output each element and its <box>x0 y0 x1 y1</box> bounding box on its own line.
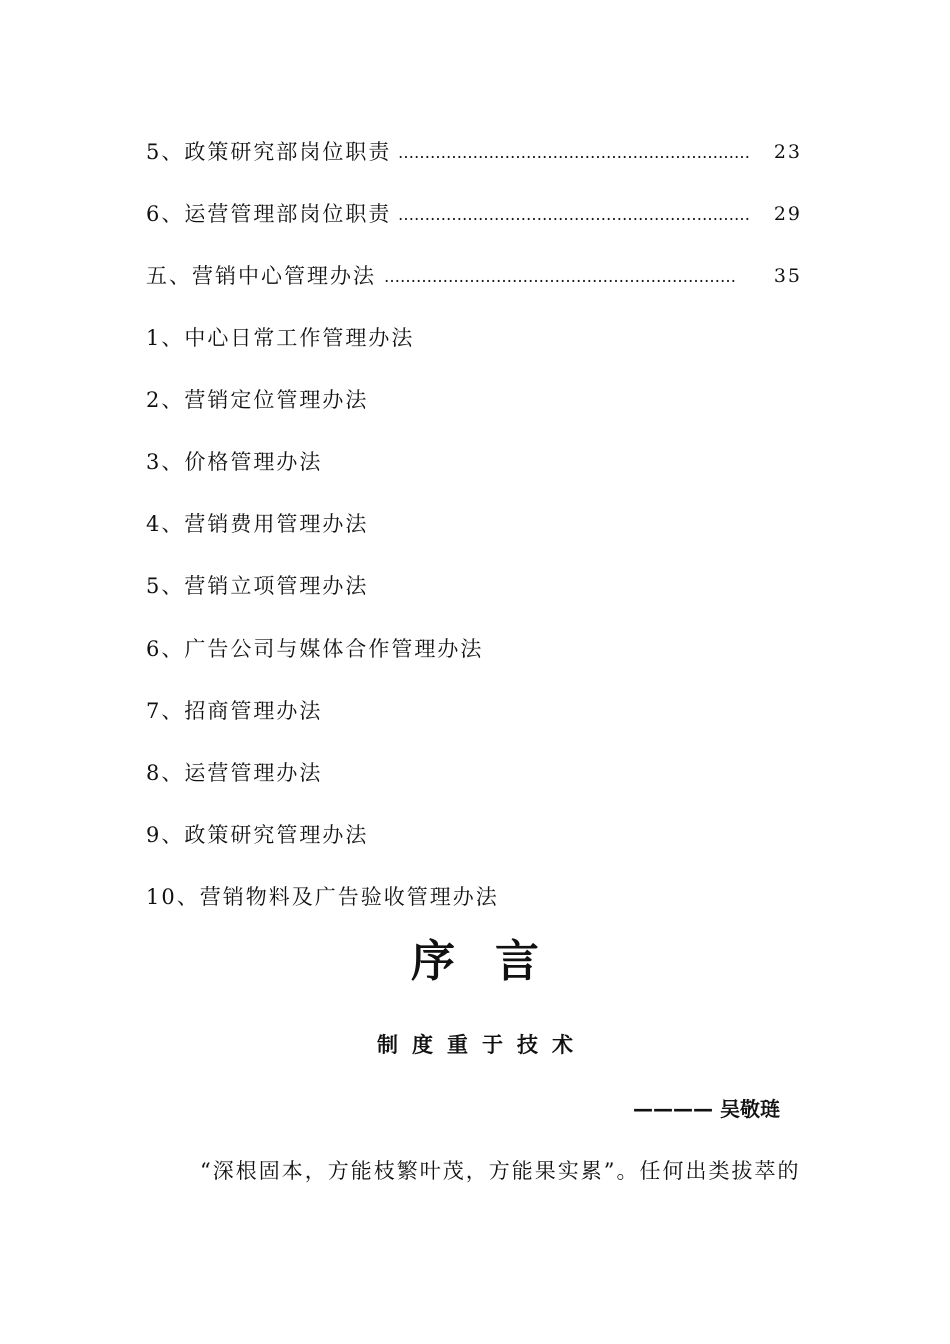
toc-entry-title: 8、运营管理办法 <box>146 761 323 785</box>
toc-entry-title: 6、广告公司与媒体合作管理办法 <box>146 637 484 661</box>
toc-entry <box>146 882 806 912</box>
toc-entry-title: 5、营销立项管理办法 <box>146 574 369 598</box>
toc-leader-dots: ………………………………………………………… <box>398 143 750 162</box>
author-attribution: ———— 吴敬琏 <box>633 1097 780 1121</box>
body-paragraph: “深根固本，方能枝繁叶茂，方能果实累”。任何出类拔萃的 <box>200 1159 801 1183</box>
toc-entry <box>146 199 806 229</box>
toc-entry-title: 4、营销费用管理办法 <box>146 512 369 536</box>
toc-entry <box>146 261 806 291</box>
toc-page-number: 29 <box>773 203 802 225</box>
toc-entry-title: 3、价格管理办法 <box>146 450 323 474</box>
toc-entry <box>146 447 806 477</box>
toc-entry <box>146 323 806 353</box>
preface-title: 序言 <box>411 936 579 987</box>
toc-page-number: 23 <box>773 141 802 163</box>
preface-subtitle: 制度重于技术 <box>377 1033 587 1057</box>
toc-entry <box>146 571 806 601</box>
toc-entry <box>146 634 806 664</box>
toc-entry-title: 9、政策研究管理办法 <box>146 823 369 847</box>
toc-entry-title: 7、招商管理办法 <box>146 699 323 723</box>
toc-entry-title: 10、营销物料及广告验收管理办法 <box>146 885 499 909</box>
toc-entry-title: 6、运营管理部岗位职责 <box>146 202 392 226</box>
toc-entry <box>146 820 806 850</box>
toc-entry <box>146 137 806 167</box>
toc-leader-dots: ………………………………………………………… <box>398 205 750 224</box>
toc-leader-dots: ………………………………………………………… <box>384 267 736 286</box>
toc-page-number: 35 <box>773 265 802 287</box>
toc-entry <box>146 696 806 726</box>
toc-entry-title: 2、营销定位管理办法 <box>146 388 369 412</box>
toc-entry <box>146 385 806 415</box>
toc-entry-title: 5、政策研究部岗位职责 <box>146 140 392 164</box>
toc-entry <box>146 758 806 788</box>
toc-entry-title: 五、营销中心管理办法 <box>146 264 376 288</box>
toc-entry <box>146 509 806 539</box>
toc-entry-title: 1、中心日常工作管理办法 <box>146 326 415 350</box>
